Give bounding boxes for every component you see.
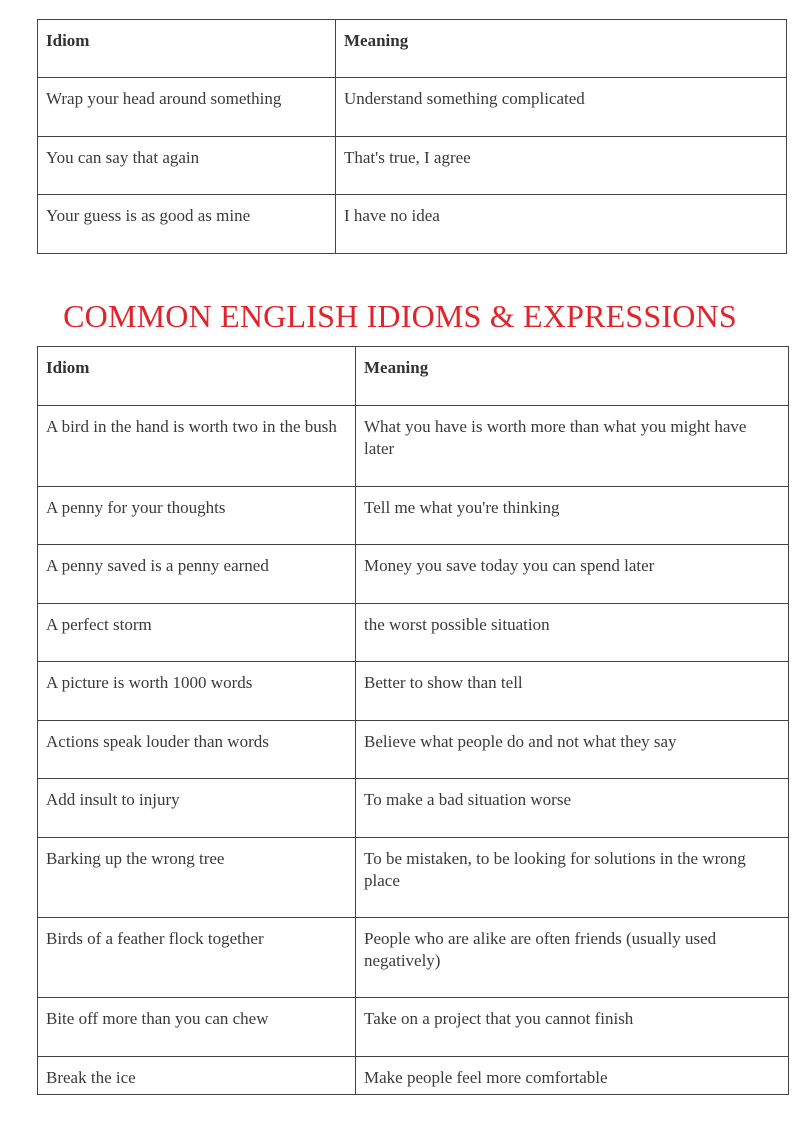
idioms-table — [37, 346, 789, 1095]
header-meaning: Meaning — [336, 20, 787, 78]
table-row — [38, 487, 789, 545]
idiom-cell: Your guess is as good as mine — [38, 195, 336, 254]
table-row — [38, 195, 787, 254]
idiom-cell: Barking up the wrong tree — [38, 838, 356, 918]
meaning-cell: Better to show than tell — [356, 662, 789, 721]
table-header-row — [38, 20, 787, 78]
meaning-cell: To be mistaken, to be looking for solutions in the wrong place — [356, 838, 789, 918]
table-row — [38, 662, 789, 721]
idiom-cell: A bird in the hand is worth two in the bush — [38, 406, 356, 487]
table-row — [38, 1057, 789, 1095]
table-row — [38, 838, 789, 918]
meaning-cell: Money you save today you can spend later — [356, 545, 789, 604]
meaning-cell: That's true, I agree — [336, 137, 787, 195]
meaning-cell: People who are alike are often friends (usually used negatively) — [356, 918, 789, 998]
meaning-cell: To make a bad situation worse — [356, 779, 789, 838]
meaning-cell: Take on a project that you cannot finish — [356, 998, 789, 1057]
table-row — [38, 721, 789, 779]
table-row — [38, 137, 787, 195]
idiom-cell: Birds of a feather flock together — [38, 918, 356, 998]
idiom-cell: A penny saved is a penny earned — [38, 545, 356, 604]
meaning-cell: Make people feel more comfortable — [356, 1057, 789, 1095]
idiom-cell: A penny for your thoughts — [38, 487, 356, 545]
header-idiom: Idiom — [38, 347, 356, 406]
idiom-cell: Bite off more than you can chew — [38, 998, 356, 1057]
idioms-table-continued — [37, 19, 787, 254]
meaning-cell: the worst possible situation — [356, 604, 789, 662]
header-meaning: Meaning — [356, 347, 789, 406]
header-idiom: Idiom — [38, 20, 336, 78]
meaning-cell: I have no idea — [336, 195, 787, 254]
table-row — [38, 604, 789, 662]
table-row — [38, 998, 789, 1057]
idiom-cell: Actions speak louder than words — [38, 721, 356, 779]
table-header-row — [38, 347, 789, 406]
idiom-cell: A perfect storm — [38, 604, 356, 662]
table-row — [38, 406, 789, 487]
page-title: COMMON ENGLISH IDIOMS & EXPRESSIONS — [63, 298, 737, 334]
table-row — [38, 918, 789, 998]
idiom-cell: A picture is worth 1000 words — [38, 662, 356, 721]
table-row — [38, 78, 787, 137]
idiom-cell: Break the ice — [38, 1057, 356, 1095]
idiom-cell: Add insult to injury — [38, 779, 356, 838]
meaning-cell: Understand something complicated — [336, 78, 787, 137]
meaning-cell: Believe what people do and not what they say — [356, 721, 789, 779]
table-row — [38, 779, 789, 838]
idiom-cell: You can say that again — [38, 137, 336, 195]
idiom-cell: Wrap your head around something — [38, 78, 336, 137]
table-row — [38, 545, 789, 604]
meaning-cell: Tell me what you're thinking — [356, 487, 789, 545]
meaning-cell: What you have is worth more than what you might have later — [356, 406, 789, 487]
